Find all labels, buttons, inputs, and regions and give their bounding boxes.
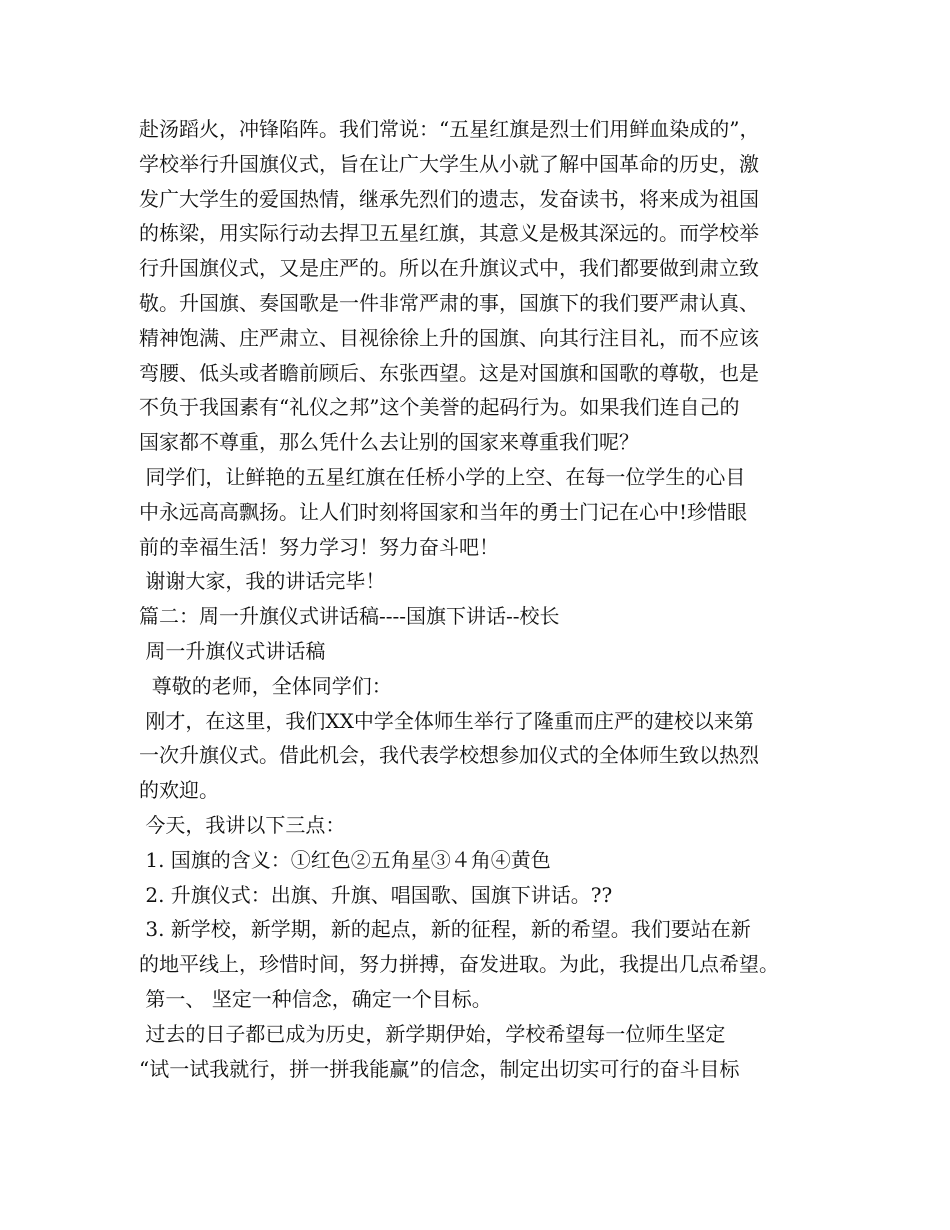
salutation: 尊敬的老师，全体同学们： [139, 673, 392, 698]
text-line: 一次升旗仪式。借此机会，我代表学校想参加仪式的全体师生致以热烈 [139, 743, 759, 768]
text-line: 中永远高高飘扬。让人们时刻将国家和当年的勇士门记在心中!珍惜眼 [139, 499, 748, 524]
text-line: 的欢迎。 [139, 778, 219, 803]
text-line: 不负于我国素有“礼仪之邦”这个美誉的起码行为。如果我们连自己的 [139, 395, 740, 420]
text-line: 第一、 坚定一种信念，确定一个目标。 [139, 986, 492, 1011]
text-line: 行升国旗仪式，又是庄严的。所以在升旗议式中，我们都要做到肃立致 [139, 256, 759, 281]
speech-title: 周一升旗仪式讲话稿 [139, 638, 326, 663]
text-line: 发广大学生的爱国热情，继承先烈们的遗志，发奋读书，将来成为祖国 [139, 186, 759, 211]
section-heading: 篇二：周一升旗仪式讲话稿----国旗下讲话--校长 [139, 604, 560, 629]
text-line: “试一试我就行，拼一拼我能赢”的信念，制定出切实可行的奋斗目标 [139, 1056, 740, 1081]
list-item: 3. 新学校，新学期，新的起点，新的征程，新的希望。我们要站在新 [139, 917, 751, 942]
text-line: 国家都不尊重，那么凭什么去让别的国家来尊重我们呢？ [139, 430, 639, 455]
text-line: 过去的日子都已成为历史，新学期伊始，学校希望每一位师生坚定 [139, 1021, 726, 1046]
text-line: 赴汤蹈火，冲锋陷阵。我们常说：“五星红旗是烈士们用鲜血染成的”， [139, 117, 760, 141]
text-line: 刚才，在这里，我们XX中学全体师生举行了隆重而庄严的建校以来第 [139, 708, 754, 733]
list-item: 2. 升旗仪式：出旗、升旗、唱国歌、国旗下讲话。?? [139, 882, 613, 907]
text-line: 精神饱满、庄严肃立、目视徐徐上升的国旗、向其行注目礼，而不应该 [139, 325, 759, 350]
text-line: 敬。升国旗、奏国歌是一件非常严肃的事，国旗下的我们要严肃认真、 [139, 290, 759, 315]
text-line: 的栋梁，用实际行动去捍卫五星红旗，其意义是极其深远的。而学校举 [139, 221, 759, 246]
list-item: 1. 国旗的含义：①红色②五角星③４角④黄色 [139, 847, 551, 872]
text-line: 弯腰、低头或者瞻前顾后、东张西望。这是对国旗和国歌的尊敬，也是 [139, 360, 759, 385]
text-line: 的地平线上，珍惜时间，努力拼搏，奋发进取。为此，我提出几点希望。 [139, 952, 779, 977]
text-line: 谢谢大家，我的讲话完毕！ [139, 569, 386, 594]
text-line: 前的幸福生活！努力学习！努力奋斗吧！ [139, 534, 499, 559]
text-line: 同学们，让鲜艳的五星红旗在任桥小学的上空、在每一位学生的心目 [139, 464, 746, 489]
text-line: 今天，我讲以下三点： [139, 812, 346, 837]
speech-text [139, 112, 819, 1086]
text-line: 学校举行升国旗仪式，旨在让广大学生从小就了解中国革命的历史，激 [139, 151, 759, 176]
